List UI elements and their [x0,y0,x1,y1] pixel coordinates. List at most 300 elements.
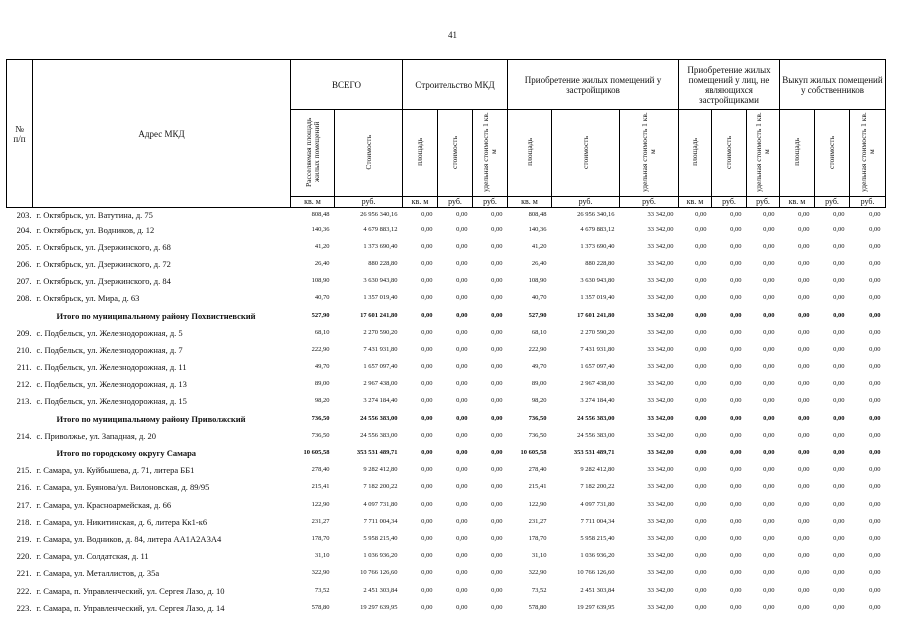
value-cell: 527,90 [528,311,547,319]
unit-label: руб. [473,197,508,208]
group-header: Выкуп жилых помещений у собственников [780,60,886,110]
value-cell: 33 342,00 [647,483,674,491]
value-cell: 40,70 [314,294,330,302]
value-cell: 10 605,58 [520,449,547,457]
group-header: ВСЕГО [291,60,403,110]
value-cell: 0,00 [798,294,810,302]
value-cell: 0,00 [869,345,881,353]
value-cell: 0,00 [491,311,503,319]
value-cell: 353 531 489,71 [573,449,615,457]
value-cell: 0,00 [869,311,881,319]
value-cell: 68,10 [314,328,330,336]
value-cell: 7 182 200,22 [363,483,398,491]
value-cell: 0,00 [695,414,707,422]
group-header: Приобретение жилых помещений у застройщиков [508,60,679,110]
value-cell: 278,40 [311,466,330,474]
value-cell: 0,00 [421,431,433,439]
value-cell: 0,00 [730,277,742,285]
value-cell: 0,00 [869,397,881,405]
unit-label: руб. [747,197,780,208]
value-cell: 0,00 [421,569,433,577]
value-cell: 3 630 943,80 [363,277,398,285]
value-cell: 0,00 [763,210,775,218]
value-cell: 0,00 [798,517,810,525]
value-cell: 0,00 [695,449,707,457]
value-cell: 0,00 [491,380,503,388]
value-cell: 3 274 184,40 [363,397,398,405]
value-cell: 0,00 [491,363,503,371]
value-cell: 0,00 [695,603,707,611]
value-cell: 0,00 [695,225,707,233]
value-cell: 0,00 [730,449,742,457]
address-cell: с. Подбельск, ул. Железнодорожная, д. 5 [36,327,183,338]
value-cell: 0,00 [421,242,433,250]
subtotal-label: Итого по городскому округу Самара [56,448,197,459]
group-header: Приобретение жилых помещений у лиц, не являющихся застройщиками [679,60,780,110]
row-number: 213. [16,396,32,407]
value-cell: 0,00 [869,328,881,336]
address-cell: г. Октябрьск, ул. Мира, д. 63 [36,293,140,304]
row-number: 208. [16,293,32,304]
value-cell: 0,00 [798,466,810,474]
row-number: 219. [16,533,32,544]
value-cell: 10 766 126,60 [360,569,398,577]
value-cell: 108,90 [311,277,330,285]
value-cell: 0,00 [798,277,810,285]
address-cell: г. Октябрьск, ул. Дзержинского, д. 84 [36,276,171,287]
value-cell: 0,00 [491,431,503,439]
value-cell: 0,00 [833,277,845,285]
address-cell: г. Октябрьск, ул. Водников, д. 12 [36,224,155,235]
value-cell: 26 956 340,16 [577,210,615,218]
value-cell: 0,00 [695,517,707,525]
value-cell: 0,00 [798,500,810,508]
subtotal-row [7,444,886,461]
table-row [7,290,886,307]
value-cell: 0,00 [421,277,433,285]
value-cell: 89,00 [314,380,330,388]
row-number: 220. [16,551,32,562]
value-cell: 17 601 241,80 [577,311,615,319]
subtotal-row [7,307,886,324]
row-number: 223. [16,602,32,613]
address-cell: г. Самара, ул. Куйбышева, д. 71, литера ББ1 [36,465,195,476]
value-cell: 0,00 [491,534,503,542]
value-cell: 0,00 [421,449,433,457]
row-number: 215. [16,465,32,476]
value-cell: 33 342,00 [647,345,674,353]
value-cell: 0,00 [421,603,433,611]
value-cell: 0,00 [456,552,468,560]
value-cell: 5 958 215,40 [580,534,615,542]
value-cell: 73,52 [531,586,547,594]
row-number [7,444,33,461]
value-cell: 0,00 [763,397,775,405]
unit-label: руб. [552,197,620,208]
table-row [7,565,886,582]
value-cell: 0,00 [421,466,433,474]
value-cell: 736,50 [528,414,547,422]
value-cell: 0,00 [730,225,742,233]
value-cell: 231,27 [528,517,547,525]
value-cell: 0,00 [798,397,810,405]
value-cell: 736,50 [311,414,330,422]
value-cell: 0,00 [730,414,742,422]
value-cell: 0,00 [798,345,810,353]
value-cell: 0,00 [421,225,433,233]
subheader-label: Стоимость [363,134,373,170]
row-number: 209. [16,327,32,338]
unit-label: кв. м [679,197,712,208]
value-cell: 1 036 936,20 [363,552,398,560]
value-cell: 33 342,00 [647,466,674,474]
value-cell: 0,00 [456,431,468,439]
address-cell: г. Самара, ул. Водников, д. 84, литера АА1А2А3А4 [36,533,222,544]
value-cell: 0,00 [421,414,433,422]
value-cell: 68,10 [531,328,547,336]
subtotal-row [7,410,886,427]
value-cell: 0,00 [421,259,433,267]
value-cell: 0,00 [763,311,775,319]
value-cell: 0,00 [869,259,881,267]
value-cell: 0,00 [421,586,433,594]
table-row [7,496,886,513]
value-cell: 41,20 [531,242,547,250]
value-cell: 0,00 [421,552,433,560]
subheader-label: площадь [524,138,534,166]
value-cell: 178,70 [311,534,330,542]
value-cell: 322,90 [311,569,330,577]
value-cell: 0,00 [491,210,503,218]
subheader [747,110,780,197]
value-cell: 0,00 [456,294,468,302]
value-cell: 0,00 [456,225,468,233]
subheader-label: стоимость [827,135,836,169]
value-cell: 9 282 412,80 [363,466,398,474]
value-cell: 0,00 [869,242,881,250]
table-row [7,273,886,290]
value-cell: 2 451 303,84 [363,586,398,594]
value-cell: 0,00 [763,534,775,542]
value-cell: 0,00 [456,363,468,371]
value-cell: 33 342,00 [647,534,674,542]
table-row [7,238,886,255]
value-cell: 0,00 [763,345,775,353]
unit-label: руб. [620,197,679,208]
subheader-label: площадь [415,138,424,166]
value-cell: 0,00 [730,517,742,525]
value-cell: 0,00 [833,466,845,474]
row-number: 211. [16,362,32,373]
address-cell: г. Самара, ул. Красноармейская, д. 66 [36,499,172,510]
value-cell: 0,00 [456,517,468,525]
unit-label: руб. [815,197,850,208]
subheader-label: удельная стоимость 1 кв. м [858,112,876,192]
subheader-label: Расселяемая площадь жилых помещений [303,117,321,187]
value-cell: 0,00 [695,483,707,491]
value-cell: 0,00 [763,414,775,422]
address-cell: г. Октябрьск, ул. Дзержинского, д. 72 [36,258,171,269]
table-row [7,376,886,393]
address-cell: с. Подбельск, ул. Железнодорожная, д. 7 [36,344,183,355]
subtotal-label: Итого по муниципальному району Приволжский [56,413,246,424]
value-cell: 2 967 438,00 [580,380,615,388]
subheader-label: стоимость [724,135,733,169]
value-cell: 0,00 [491,277,503,285]
row-number: 221. [16,568,32,579]
value-cell: 0,00 [869,500,881,508]
value-cell: 4 679 883,12 [363,225,398,233]
value-cell: 0,00 [869,449,881,457]
value-cell: 880 228,80 [585,259,615,267]
value-cell: 3 274 184,40 [580,397,615,405]
value-cell: 33 342,00 [647,225,674,233]
value-cell: 49,70 [531,363,547,371]
value-cell: 0,00 [421,534,433,542]
value-cell: 33 342,00 [647,397,674,405]
value-cell: 0,00 [869,363,881,371]
value-cell: 0,00 [833,242,845,250]
address-cell: г. Октябрьск, ул. Ватутина, д. 75 [36,209,153,220]
value-cell: 0,00 [695,294,707,302]
row-number: 218. [16,516,32,527]
value-cell: 33 342,00 [647,569,674,577]
value-cell: 33 342,00 [647,242,674,250]
value-cell: 0,00 [798,225,810,233]
value-cell: 1 657 097,40 [363,363,398,371]
value-cell: 0,00 [456,534,468,542]
value-cell: 0,00 [833,328,845,336]
table-row [7,255,886,272]
value-cell: 33 342,00 [647,311,674,319]
unit-label: руб. [850,197,886,208]
unit-label: руб. [712,197,747,208]
value-cell: 33 342,00 [647,431,674,439]
value-cell: 0,00 [695,397,707,405]
value-cell: 0,00 [763,569,775,577]
value-cell: 808,48 [311,210,330,218]
value-cell: 0,00 [869,431,881,439]
value-cell: 0,00 [730,397,742,405]
value-cell: 222,90 [528,345,547,353]
value-cell: 0,00 [730,294,742,302]
value-cell: 0,00 [798,380,810,388]
value-cell: 33 342,00 [647,259,674,267]
value-cell: 215,41 [311,483,330,491]
value-cell: 0,00 [421,517,433,525]
value-cell: 0,00 [456,569,468,577]
value-cell: 0,00 [798,569,810,577]
value-cell: 0,00 [491,328,503,336]
value-cell: 0,00 [456,328,468,336]
value-cell: 0,00 [456,345,468,353]
value-cell: 0,00 [695,569,707,577]
value-cell: 7 711 004,34 [580,517,615,525]
value-cell: 0,00 [798,311,810,319]
value-cell: 0,00 [798,210,810,218]
address-cell: с. Подбельск, ул. Железнодорожная, д. 13 [36,379,187,390]
value-cell: 0,00 [456,259,468,267]
subheader-label: площадь [690,138,699,166]
value-cell: 0,00 [695,552,707,560]
value-cell: 0,00 [695,277,707,285]
value-cell: 0,00 [869,380,881,388]
value-cell: 26,40 [314,259,330,267]
value-cell: 7 431 931,80 [363,345,398,353]
value-cell: 33 342,00 [647,210,674,218]
value-cell: 736,50 [528,431,547,439]
subheader [712,110,747,197]
value-cell: 0,00 [833,569,845,577]
mkd-table [6,59,886,616]
subheader [508,110,552,197]
row-number: 214. [16,430,32,441]
value-cell: 0,00 [456,500,468,508]
value-cell: 0,00 [456,603,468,611]
value-cell: 353 531 489,71 [356,449,398,457]
value-cell: 0,00 [730,466,742,474]
value-cell: 0,00 [491,345,503,353]
table-row [7,530,886,547]
value-cell: 0,00 [695,311,707,319]
row-number: 212. [16,379,32,390]
address-cell: г. Самара, ул. Никитинская, д. 6, литера Кк1-к6 [36,516,208,527]
table-row [7,479,886,496]
value-cell: 0,00 [798,259,810,267]
value-cell: 0,00 [421,380,433,388]
table-body [7,208,886,617]
value-cell: 0,00 [869,517,881,525]
value-cell: 0,00 [730,534,742,542]
value-cell: 0,00 [730,311,742,319]
table-row [7,427,886,444]
value-cell: 0,00 [695,259,707,267]
value-cell: 0,00 [491,397,503,405]
value-cell: 0,00 [763,259,775,267]
value-cell: 0,00 [730,569,742,577]
col-address-label: Адрес МКД [138,128,185,139]
value-cell: 880 228,80 [368,259,398,267]
value-cell: 0,00 [491,586,503,594]
value-cell: 2 967 438,00 [363,380,398,388]
value-cell: 0,00 [833,534,845,542]
value-cell: 0,00 [763,225,775,233]
value-cell: 0,00 [421,311,433,319]
value-cell: 0,00 [421,328,433,336]
value-cell: 0,00 [695,500,707,508]
value-cell: 0,00 [456,414,468,422]
value-cell: 0,00 [491,569,503,577]
value-cell: 24 556 383,00 [360,414,398,422]
value-cell: 140,36 [528,225,547,233]
row-number: 210. [16,344,32,355]
value-cell: 0,00 [833,449,845,457]
value-cell: 0,00 [730,500,742,508]
table-row [7,324,886,341]
table-row [7,208,886,222]
row-number [7,307,33,324]
value-cell: 33 342,00 [647,363,674,371]
subheader-label: стоимость [580,135,590,169]
value-cell: 0,00 [869,569,881,577]
value-cell: 0,00 [798,534,810,542]
value-cell: 0,00 [695,431,707,439]
value-cell: 0,00 [833,414,845,422]
value-cell: 0,00 [833,294,845,302]
value-cell: 0,00 [798,483,810,491]
value-cell: 40,70 [531,294,547,302]
value-cell: 0,00 [456,586,468,594]
value-cell: 0,00 [869,294,881,302]
value-cell: 33 342,00 [647,552,674,560]
table-row [7,359,886,376]
value-cell: 3 630 943,80 [580,277,615,285]
value-cell: 33 342,00 [647,586,674,594]
value-cell: 0,00 [730,345,742,353]
value-cell: 0,00 [491,500,503,508]
address-cell: г. Самара, п. Управленческий, ул. Сергея Лазо, д. 14 [36,602,225,613]
address-cell: с. Подбельск, ул. Железнодорожная, д. 11 [36,362,187,373]
address-cell: г. Самара, ул. Солдатская, д. 11 [36,551,149,562]
value-cell: 2 451 303,84 [580,586,615,594]
value-cell: 2 270 590,20 [580,328,615,336]
value-cell: 7 711 004,34 [363,517,398,525]
subheader [438,110,473,197]
value-cell: 1 357 019,40 [363,294,398,302]
value-cell: 2 270 590,20 [363,328,398,336]
value-cell: 122,90 [528,500,547,508]
value-cell: 0,00 [695,210,707,218]
value-cell: 0,00 [491,294,503,302]
subheader [291,110,335,197]
unit-label: кв. м [403,197,438,208]
value-cell: 0,00 [456,210,468,218]
table-row [7,599,886,616]
value-cell: 0,00 [695,586,707,594]
value-cell: 178,70 [528,534,547,542]
value-cell: 0,00 [869,210,881,218]
value-cell: 0,00 [763,294,775,302]
value-cell: 0,00 [869,414,881,422]
value-cell: 0,00 [763,552,775,560]
value-cell: 0,00 [763,603,775,611]
subtotal-label: Итого по муниципальному району Похвистневский [56,310,256,321]
value-cell: 0,00 [730,363,742,371]
value-cell: 98,20 [531,397,547,405]
value-cell: 0,00 [491,466,503,474]
value-cell: 0,00 [798,363,810,371]
value-cell: 0,00 [763,363,775,371]
value-cell: 19 297 639,95 [360,603,398,611]
value-cell: 0,00 [456,311,468,319]
value-cell: 0,00 [798,328,810,336]
page-number: 41 [448,30,457,40]
value-cell: 0,00 [763,431,775,439]
unit-label: кв. м [780,197,815,208]
value-cell: 41,20 [314,242,330,250]
value-cell: 0,00 [763,517,775,525]
value-cell: 0,00 [833,225,845,233]
value-cell: 0,00 [869,225,881,233]
value-cell: 0,00 [798,586,810,594]
value-cell: 0,00 [798,242,810,250]
value-cell: 0,00 [730,483,742,491]
value-cell: 578,80 [311,603,330,611]
value-cell: 0,00 [798,552,810,560]
value-cell: 0,00 [869,586,881,594]
value-cell: 0,00 [763,277,775,285]
value-cell: 0,00 [763,242,775,250]
